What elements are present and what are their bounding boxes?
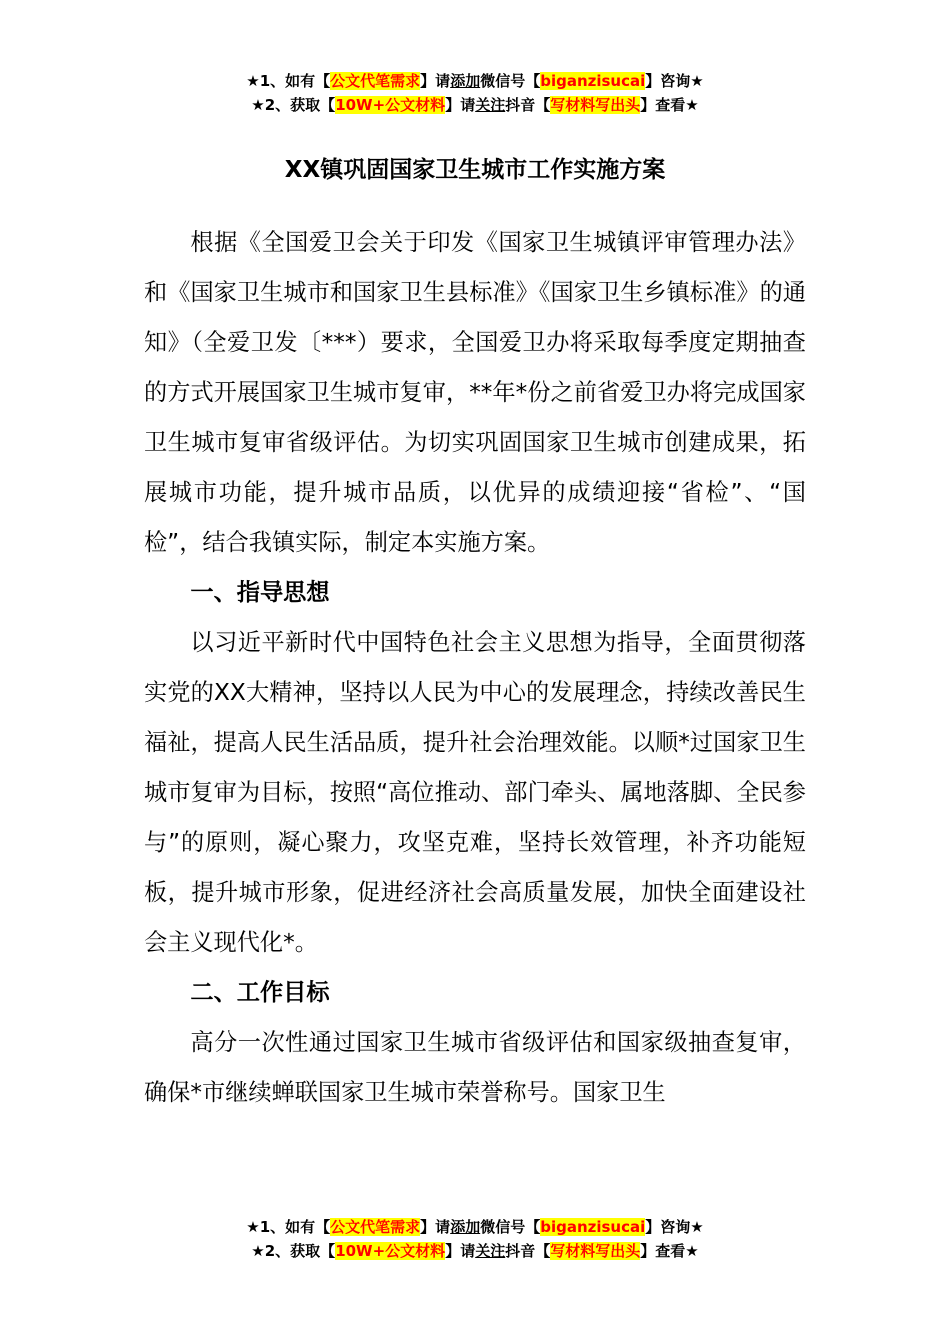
header-notice	[0, 69, 950, 117]
document-body	[144, 218, 806, 1118]
highlight-wechat-id: biganzisucai	[540, 1218, 646, 1236]
highlight-materials: 10W+公文材料	[335, 96, 446, 114]
section-paragraph-work-goals: 高分一次性通过国家卫生城市省级评估和国家级抽查复审，确保*市继续蝉联国家卫生城市荣誉称号。国家卫生	[144, 1029, 806, 1106]
notice-line-2: ★2、获取【10W+公文材料】请关注抖音【写材料写出头】查看★	[251, 1242, 699, 1260]
notice-line-1: ★1、如有【公文代笔需求】请添加微信号【biganzisucai】咨询★	[246, 72, 704, 90]
highlight-wechat-id: biganzisucai	[540, 72, 646, 90]
highlight-materials: 10W+公文材料	[335, 1242, 446, 1260]
highlight-douyin-account: 写材料写出头	[550, 1242, 641, 1260]
section-heading-work-goals: 二、工作目标	[190, 979, 330, 1006]
intro-paragraph: 根据《全国爱卫会关于印发《国家卫生城镇评审管理办法》和《国家卫生城市和国家卫生县标准》《国家卫生乡镇标准》的通知》（全爱卫发〔***）要求，全国爱卫办将采取每季度定期抽查的方式开展国家卫生城市复审，**年*份之前省爱卫办将完成国家卫生城市复审省级评估。为切实巩固国家卫生城市创建成果，拓展城市功能，提升城市品质，以优异的成绩迎接“省检”、“国检”，结合我镇实际，制定本实施方案。	[144, 229, 806, 556]
section-paragraph-guiding-ideology: 以习近平新时代中国特色社会主义思想为指导，全面贯彻落实党的XX大精神，坚持以人民为中心的发展理念，持续改善民生福祉，提高人民生活品质，提升社会治理效能。以顺*过国家卫生城市复审为目标，按照“高位推动、部门牵头、属地落脚、全民参与”的原则，凝心聚力，攻坚克难，坚持长效管理，补齐功能短板，提升城市形象，促进经济社会高质量发展，加快全面建设社会主义现代化*。	[144, 629, 806, 956]
highlight-service: 公文代笔需求	[330, 72, 421, 90]
highlight-service: 公文代笔需求	[330, 1218, 421, 1236]
notice-line-1: ★1、如有【公文代笔需求】请添加微信号【biganzisucai】咨询★	[246, 1218, 704, 1236]
section-heading-guiding-ideology: 一、指导思想	[190, 579, 330, 606]
document-title: XX镇巩固国家卫生城市工作实施方案	[284, 157, 666, 183]
highlight-douyin-account: 写材料写出头	[550, 96, 641, 114]
footer-notice	[0, 1215, 950, 1263]
notice-line-2: ★2、获取【10W+公文材料】请关注抖音【写材料写出头】查看★	[251, 96, 699, 114]
